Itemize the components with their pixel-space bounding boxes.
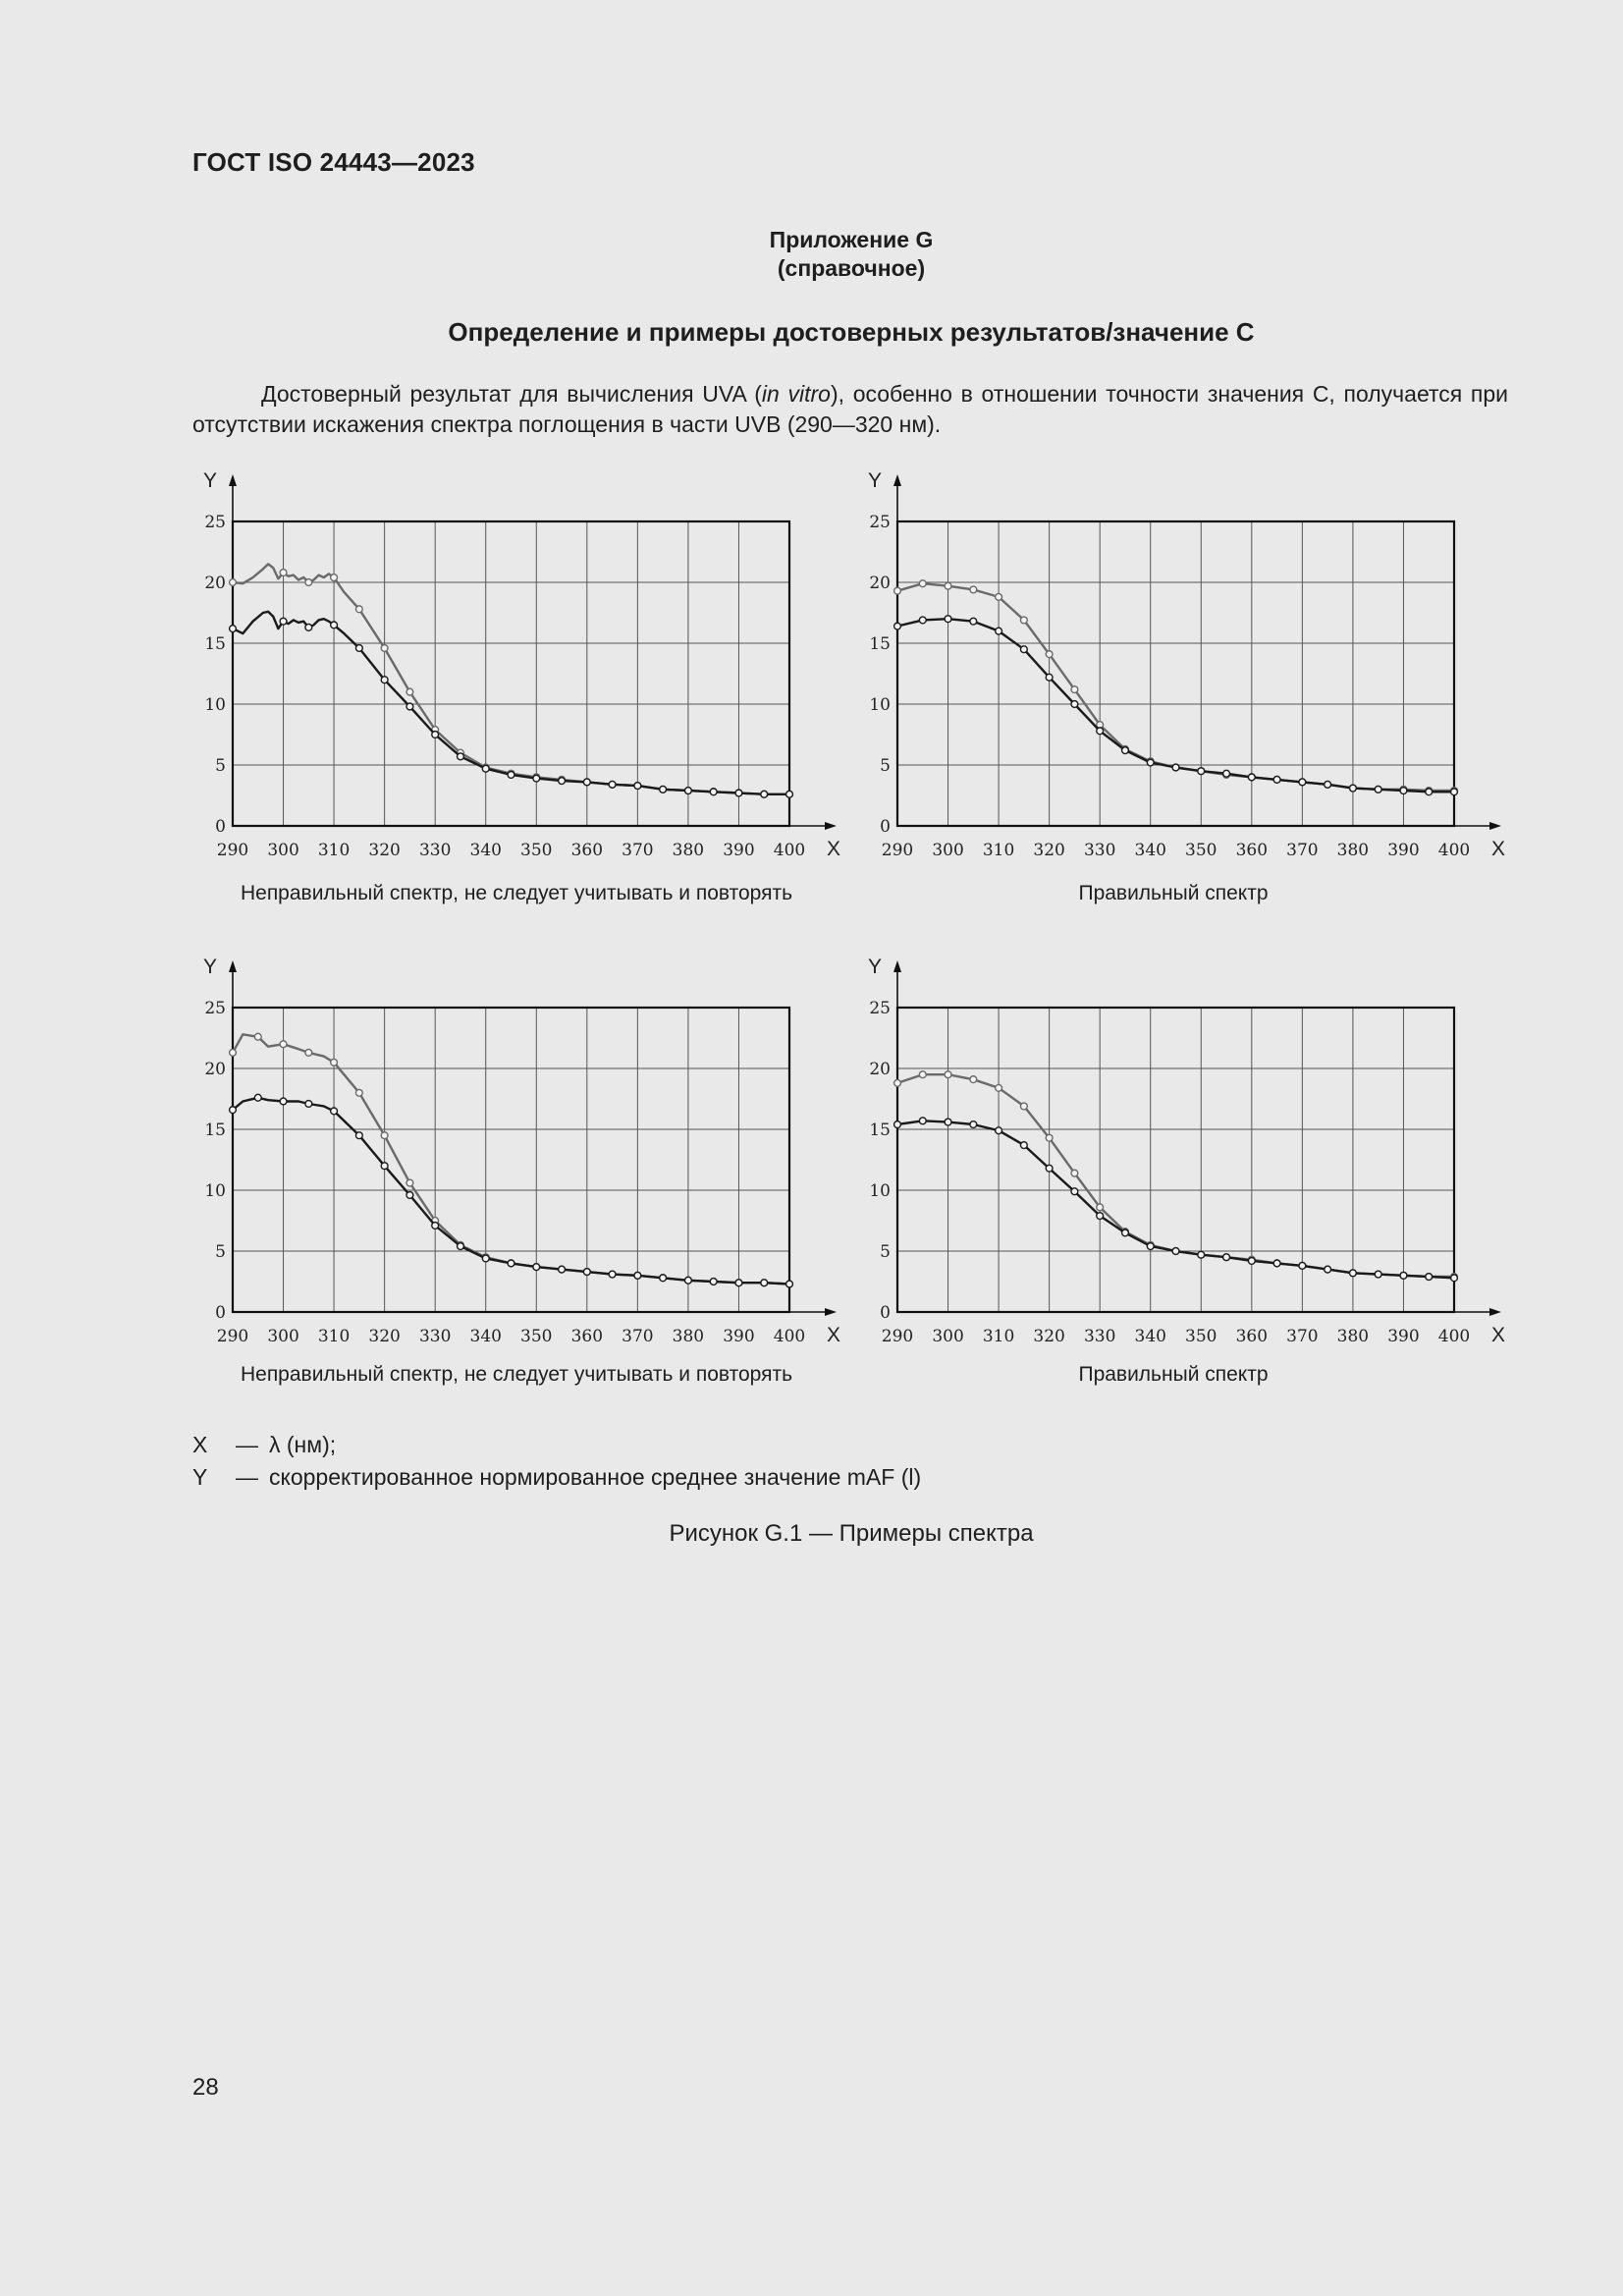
data-point <box>482 1255 489 1262</box>
data-point <box>1046 1165 1053 1172</box>
data-point <box>1046 674 1053 681</box>
data-point <box>894 1121 901 1128</box>
x-tick-label: 310 <box>982 1327 1015 1346</box>
y-axis-arrow-icon <box>893 474 901 486</box>
data-point <box>1350 785 1357 792</box>
section-title: Определение и примеры достоверных результатов/значение С <box>448 317 1255 347</box>
y-axis-arrow-icon <box>229 474 237 486</box>
x-tick-label: 300 <box>932 1327 964 1346</box>
data-point <box>1299 1262 1306 1269</box>
y-tick-label: 5 <box>215 1242 226 1262</box>
x-tick-label: 360 <box>1235 841 1269 860</box>
chart-1 <box>187 460 854 882</box>
x-tick-label: 350 <box>520 841 553 860</box>
chart-4 <box>851 946 1519 1368</box>
data-point <box>432 1223 439 1230</box>
data-point <box>609 781 616 788</box>
legend-x-symbol: X <box>192 1432 208 1457</box>
y-tick-label: 20 <box>204 1060 226 1079</box>
data-point <box>406 1192 413 1199</box>
x-tick-label: 380 <box>1336 841 1370 860</box>
x-tick-label: 340 <box>1134 1327 1166 1346</box>
data-point <box>1046 1134 1053 1141</box>
data-point <box>609 1271 616 1278</box>
x-tick-label: 360 <box>570 841 604 860</box>
intro-text-italic: in vitro <box>761 381 831 407</box>
data-point <box>406 1179 413 1186</box>
data-point <box>1273 1260 1280 1267</box>
data-point <box>945 1071 951 1078</box>
data-point <box>280 570 287 576</box>
y-axis-arrow-icon <box>229 960 237 972</box>
data-point <box>919 1071 926 1078</box>
data-point <box>970 586 977 593</box>
data-point <box>381 1132 388 1139</box>
y-axis-arrow-icon <box>893 960 901 972</box>
data-point <box>1375 1271 1381 1278</box>
intro-text-after: ), особенно в отношении точности значения С, получается при отсутствии искажения спектра поглощения в части UVB (290—320 нм). <box>192 381 1508 437</box>
data-point <box>996 628 1002 634</box>
data-point <box>1375 786 1381 793</box>
intro-paragraph <box>192 379 1508 440</box>
data-point <box>559 1266 566 1273</box>
data-point <box>970 1076 977 1083</box>
legend-y-symbol: Y <box>192 1464 208 1490</box>
x-tick-label: 390 <box>723 1327 755 1346</box>
x-tick-label: 350 <box>520 1327 553 1346</box>
data-point <box>1122 747 1129 754</box>
data-point <box>996 593 1002 600</box>
data-point <box>432 732 439 738</box>
x-tick-label: 340 <box>1134 841 1166 860</box>
data-point <box>1071 686 1078 693</box>
data-point <box>1071 701 1078 708</box>
data-point <box>1426 789 1433 795</box>
x-tick-label: 330 <box>1083 841 1116 860</box>
data-point <box>508 772 514 779</box>
x-tick-label: 290 <box>881 1327 914 1346</box>
data-point <box>710 789 717 795</box>
chart-2-caption: Правильный спектр <box>1078 882 1269 904</box>
y-tick-label: 0 <box>880 817 891 837</box>
data-point <box>710 1279 717 1285</box>
x-tick-label: 310 <box>317 841 351 860</box>
data-point <box>230 579 237 586</box>
x-axis-label: X <box>827 838 841 860</box>
data-point <box>761 1280 768 1286</box>
data-point <box>508 1260 514 1267</box>
x-tick-label: 360 <box>570 1327 604 1346</box>
data-point <box>230 1107 237 1114</box>
x-axis-label: X <box>827 1324 841 1346</box>
y-axis-label: Y <box>203 956 218 978</box>
data-point <box>381 1163 388 1170</box>
data-point <box>1451 789 1458 795</box>
page-number: 28 <box>192 2074 219 2101</box>
x-tick-label: 330 <box>418 841 452 860</box>
y-tick-label: 15 <box>204 634 226 654</box>
x-axis-arrow-icon <box>1489 1308 1501 1316</box>
data-point <box>1071 1170 1078 1176</box>
data-point <box>1097 728 1104 735</box>
x-tick-label: 300 <box>267 841 299 860</box>
data-point <box>1020 617 1027 624</box>
data-point <box>894 623 901 629</box>
data-point <box>355 1089 362 1096</box>
data-point <box>1020 1142 1027 1149</box>
data-point <box>1122 1230 1129 1236</box>
data-point <box>1451 1275 1458 1282</box>
plot-frame <box>897 521 1454 826</box>
data-point <box>1248 774 1255 781</box>
x-axis-label: X <box>1491 1324 1506 1346</box>
data-point <box>996 1084 1002 1091</box>
series-line-1 <box>233 1034 789 1284</box>
y-tick-label: 5 <box>215 756 226 776</box>
x-axis-label: X <box>1491 838 1506 860</box>
data-point <box>1248 1258 1255 1265</box>
chart-2 <box>851 460 1519 882</box>
y-tick-label: 0 <box>880 1303 891 1323</box>
data-point <box>1198 768 1205 775</box>
x-axis-arrow-icon <box>825 822 837 830</box>
data-point <box>1400 788 1407 794</box>
data-point <box>786 791 793 797</box>
x-tick-label: 350 <box>1185 1327 1217 1346</box>
data-point <box>331 622 338 629</box>
series-line-2 <box>233 612 789 794</box>
data-point <box>660 1275 667 1282</box>
x-tick-label: 300 <box>932 841 964 860</box>
data-point <box>970 1121 977 1128</box>
data-point <box>280 1041 287 1048</box>
data-point <box>1325 781 1331 788</box>
data-point <box>1071 1188 1078 1195</box>
x-tick-label: 320 <box>368 841 401 860</box>
data-point <box>894 1079 901 1086</box>
chart-3-caption: Неправильный спектр, не следует учитывать и повторять <box>240 1363 793 1386</box>
data-point <box>406 703 413 710</box>
y-tick-label: 10 <box>204 695 226 715</box>
x-axis-arrow-icon <box>1489 822 1501 830</box>
y-tick-label: 20 <box>204 574 226 593</box>
data-point <box>1020 1103 1027 1110</box>
data-point <box>305 624 312 630</box>
x-tick-label: 370 <box>1286 1327 1319 1346</box>
data-point <box>533 775 540 782</box>
data-point <box>331 1108 338 1115</box>
y-tick-label: 0 <box>215 1303 226 1323</box>
data-point <box>381 677 388 683</box>
data-point <box>583 1269 590 1276</box>
data-point <box>331 574 338 581</box>
data-point <box>660 786 667 793</box>
data-point <box>1223 1254 1230 1261</box>
data-point <box>1046 651 1053 658</box>
data-point <box>1350 1270 1357 1277</box>
x-tick-label: 320 <box>368 1327 401 1346</box>
x-tick-label: 290 <box>216 1327 249 1346</box>
data-point <box>685 1277 692 1284</box>
y-tick-label: 15 <box>204 1121 226 1140</box>
document-header: ГОСТ ISO 24443—2023 <box>192 147 475 177</box>
data-point <box>355 606 362 613</box>
chart-4-caption: Правильный спектр <box>1078 1363 1269 1386</box>
data-point <box>919 1118 926 1124</box>
x-tick-label: 380 <box>672 841 705 860</box>
y-tick-label: 10 <box>869 695 891 715</box>
x-tick-label: 360 <box>1235 1327 1269 1346</box>
data-point <box>945 582 951 589</box>
data-point <box>685 788 692 794</box>
chart-3 <box>187 946 854 1368</box>
legend-y-dash: — <box>236 1464 258 1490</box>
data-point <box>280 1098 287 1105</box>
y-tick-label: 20 <box>869 574 891 593</box>
y-tick-label: 25 <box>869 999 891 1018</box>
x-tick-label: 320 <box>1033 1327 1065 1346</box>
plot-frame <box>897 1008 1454 1312</box>
intro-text-before: Достоверный результат для вычисления UVA ( <box>261 381 762 407</box>
data-point <box>583 779 590 786</box>
data-point <box>735 1280 742 1286</box>
data-point <box>1400 1272 1407 1279</box>
data-point <box>280 618 287 625</box>
x-tick-label: 390 <box>723 841 755 860</box>
data-point <box>1426 1274 1433 1281</box>
y-tick-label: 10 <box>204 1181 226 1201</box>
data-point <box>331 1059 338 1066</box>
data-point <box>230 1049 237 1056</box>
data-point <box>355 1132 362 1139</box>
data-point <box>970 618 977 625</box>
data-point <box>1223 770 1230 777</box>
x-tick-label: 310 <box>982 841 1015 860</box>
data-point <box>305 1049 312 1056</box>
chart-3-svg <box>187 946 854 1368</box>
data-point <box>1020 646 1027 653</box>
x-tick-label: 380 <box>672 1327 705 1346</box>
x-tick-label: 400 <box>773 1327 806 1346</box>
series-line-1 <box>233 564 789 793</box>
y-tick-label: 15 <box>869 1121 891 1140</box>
x-axis-arrow-icon <box>825 1308 837 1316</box>
data-point <box>254 1033 261 1040</box>
x-tick-label: 300 <box>267 1327 299 1346</box>
data-point <box>1097 1204 1104 1211</box>
chart-2-svg <box>851 460 1519 882</box>
data-point <box>919 617 926 624</box>
series-line-1 <box>897 1074 1454 1277</box>
data-point <box>1325 1266 1331 1273</box>
data-point <box>1273 776 1280 783</box>
x-tick-label: 340 <box>469 1327 502 1346</box>
data-point <box>230 626 237 632</box>
data-point <box>919 580 926 587</box>
data-point <box>1198 1251 1205 1258</box>
x-tick-label: 390 <box>1387 1327 1420 1346</box>
chart-4-svg <box>851 946 1519 1368</box>
data-point <box>1147 759 1154 766</box>
chart-1-caption: Неправильный спектр, не следует учитывать и повторять <box>240 882 793 904</box>
annex-subtitle: (справочное) <box>777 255 926 281</box>
x-tick-label: 370 <box>1286 841 1319 860</box>
data-point <box>381 645 388 652</box>
data-point <box>1172 1248 1179 1255</box>
data-point <box>634 783 641 790</box>
data-point <box>1097 1213 1104 1220</box>
legend-y <box>192 1464 921 1491</box>
x-tick-label: 370 <box>622 841 654 860</box>
x-tick-label: 400 <box>773 841 806 860</box>
plot-frame <box>233 521 789 826</box>
data-point <box>305 1101 312 1108</box>
data-point <box>533 1264 540 1271</box>
x-tick-label: 370 <box>622 1327 654 1346</box>
data-point <box>761 791 768 797</box>
figure-caption: Рисунок G.1 — Примеры спектра <box>669 1520 1034 1547</box>
data-point <box>482 765 489 772</box>
data-point <box>945 616 951 623</box>
data-point <box>735 790 742 796</box>
x-tick-label: 330 <box>418 1327 452 1346</box>
y-tick-label: 20 <box>869 1060 891 1079</box>
annex-title-label: Приложение G <box>769 227 934 252</box>
data-point <box>254 1094 261 1101</box>
annex-title <box>0 226 1623 283</box>
x-tick-label: 380 <box>1336 1327 1370 1346</box>
x-tick-label: 350 <box>1185 841 1217 860</box>
y-tick-label: 0 <box>215 817 226 837</box>
data-point <box>996 1127 1002 1134</box>
data-point <box>634 1272 641 1279</box>
x-tick-label: 390 <box>1387 841 1420 860</box>
x-tick-label: 340 <box>469 841 502 860</box>
y-tick-label: 10 <box>869 1181 891 1201</box>
data-point <box>458 753 464 760</box>
x-tick-label: 400 <box>1437 841 1471 860</box>
y-tick-label: 25 <box>204 999 226 1018</box>
chart-1-svg <box>187 460 854 882</box>
data-point <box>1147 1243 1154 1250</box>
x-tick-label: 290 <box>216 841 249 860</box>
y-axis-label: Y <box>868 469 883 492</box>
x-tick-label: 330 <box>1083 1327 1116 1346</box>
data-point <box>559 778 566 785</box>
legend-x-desc: λ (нм); <box>269 1432 337 1457</box>
x-tick-label: 310 <box>317 1327 351 1346</box>
y-tick-label: 25 <box>204 513 226 532</box>
x-tick-label: 400 <box>1437 1327 1471 1346</box>
y-tick-label: 25 <box>869 513 891 532</box>
y-tick-label: 15 <box>869 634 891 654</box>
series-line-2 <box>233 1098 789 1285</box>
y-tick-label: 5 <box>880 1242 891 1262</box>
legend-x-dash: — <box>236 1432 258 1457</box>
data-point <box>305 579 312 586</box>
legend-x <box>192 1432 336 1458</box>
series-line-1 <box>897 583 1454 791</box>
y-tick-label: 5 <box>880 756 891 776</box>
data-point <box>945 1119 951 1125</box>
data-point <box>1172 764 1179 771</box>
data-point <box>894 587 901 594</box>
legend-y-desc: скорректированное нормированное среднее значение mAF (l) <box>269 1464 922 1490</box>
y-axis-label: Y <box>868 956 883 978</box>
data-point <box>458 1243 464 1250</box>
data-point <box>786 1281 793 1287</box>
data-point <box>406 688 413 695</box>
data-point <box>355 645 362 652</box>
data-point <box>1299 779 1306 786</box>
x-tick-label: 320 <box>1033 841 1065 860</box>
y-axis-label: Y <box>203 469 218 492</box>
x-tick-label: 290 <box>881 841 914 860</box>
